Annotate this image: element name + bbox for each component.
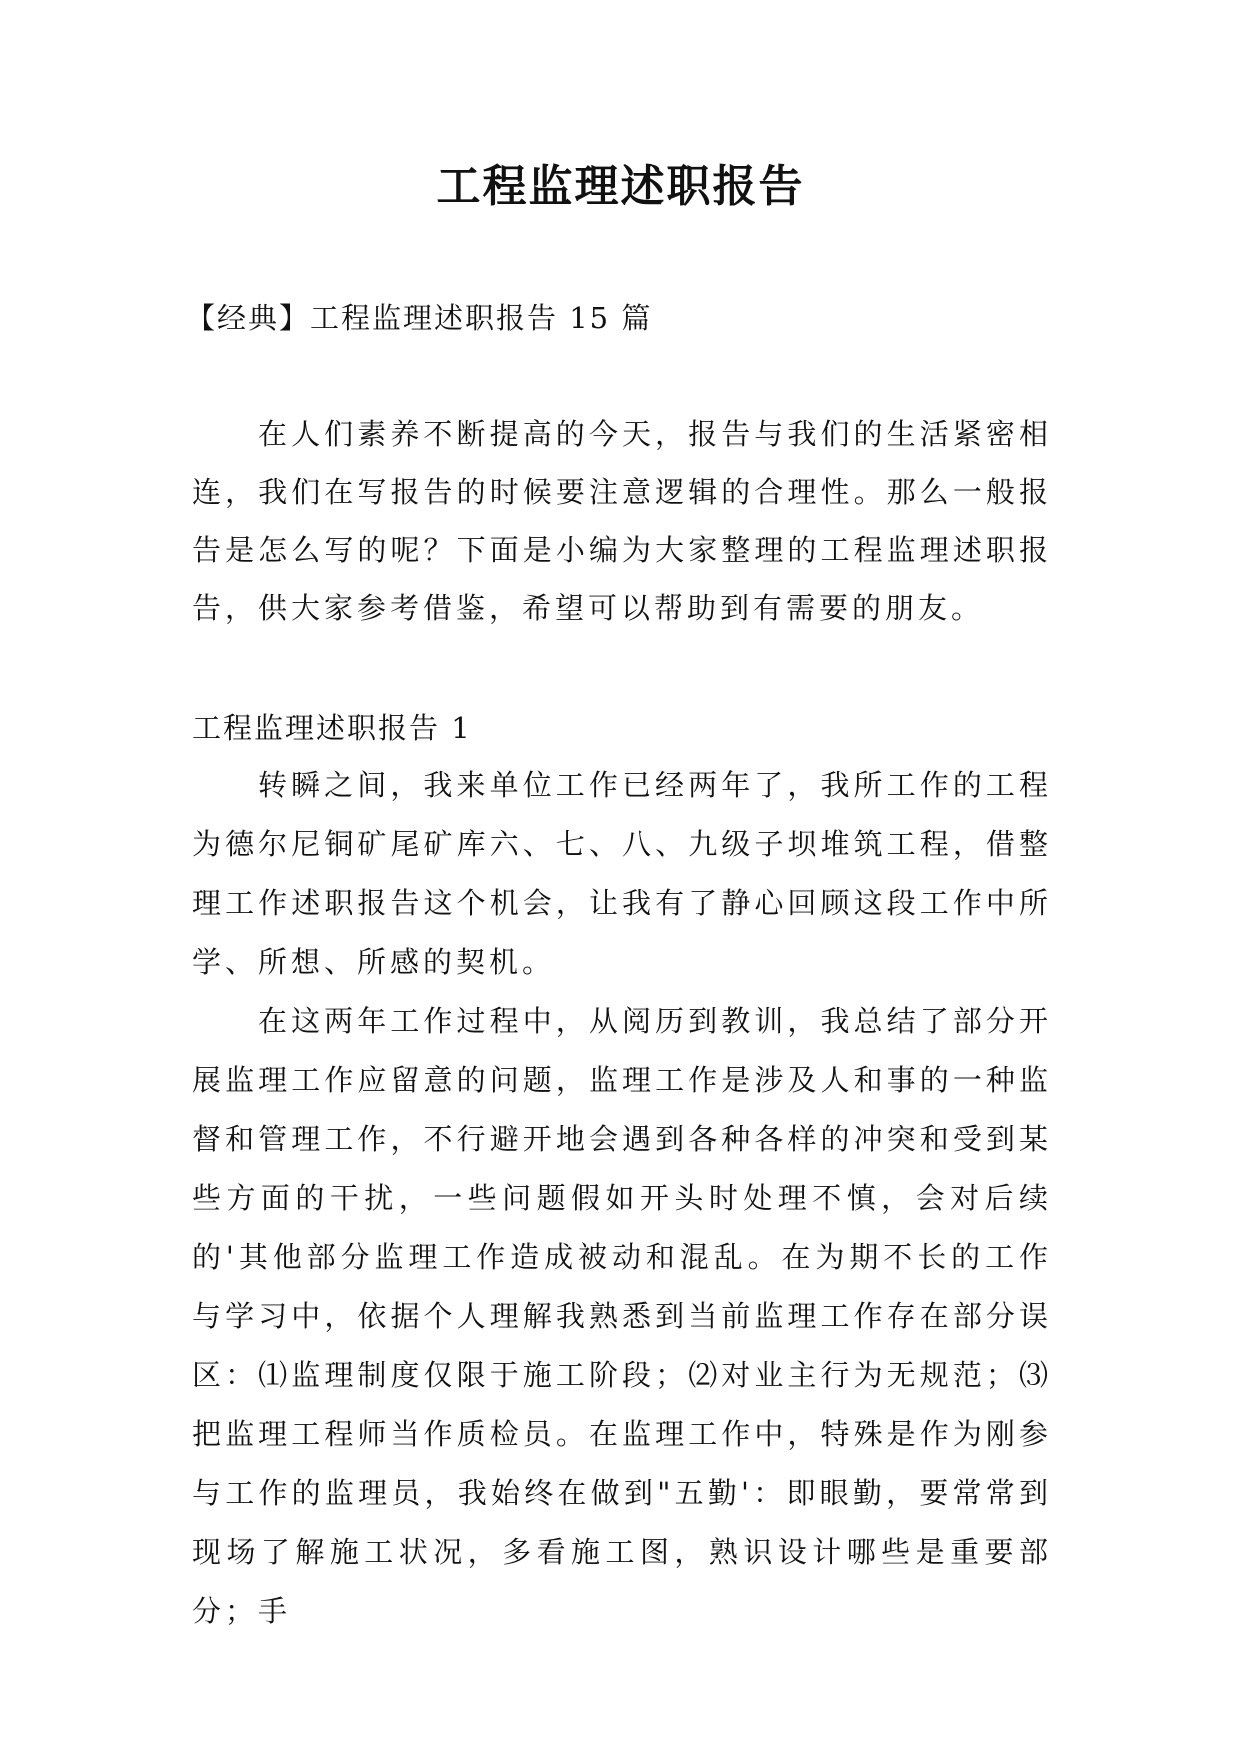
intro-paragraph: 在人们素养不断提高的今天，报告与我们的生活紧密相连，我们在写报告的时候要注意逻辑的合理性。那么一般报告是怎么写的呢？下面是小编为大家整理的工程监理述职报告，供大家参考借鉴，希望可以帮助到有需要的朋友。	[192, 417, 1052, 625]
section-body	[192, 756, 1052, 1641]
body-paragraph: 转瞬之间，我来单位工作已经两年了，我所工作的工程为德尔尼铜矿尾矿库六、七、八、九级子坝堆筑工程，借整理工作述职报告这个机会，让我有了静心回顾这段工作中所学、所想、所感的契机。	[192, 768, 1052, 979]
document-title: 工程监理述职报告	[436, 161, 805, 212]
section-heading: 工程监理述职报告 1	[192, 711, 472, 745]
body-paragraph: 在这两年工作过程中，从阅历到教训，我总结了部分开展监理工作应留意的问题，监理工作是涉及人和事的一种监督和管理工作，不行避开地会遇到各种各样的冲突和受到某些方面的干扰，一些问题假如开头时处理不慎，会对后续的'其他部分监理工作造成被动和混乱。在为期不长的工作与学习中，依据个人理解我熟悉到当前监理工作存在部分误区：⑴监理制度仅限于施工阶段；⑵对业主行为无规范；⑶把监理工程师当作质检员。在监理工作中，特殊是作为刚参与工作的监理员，我始终在做到"五勤'：即眼勤，要常常到现场了解施工状况，多看施工图，熟识设计哪些是重要部分；手	[192, 1004, 1052, 1628]
document-subtitle: 【经典】工程监理述职报告 15 篇	[186, 301, 653, 335]
